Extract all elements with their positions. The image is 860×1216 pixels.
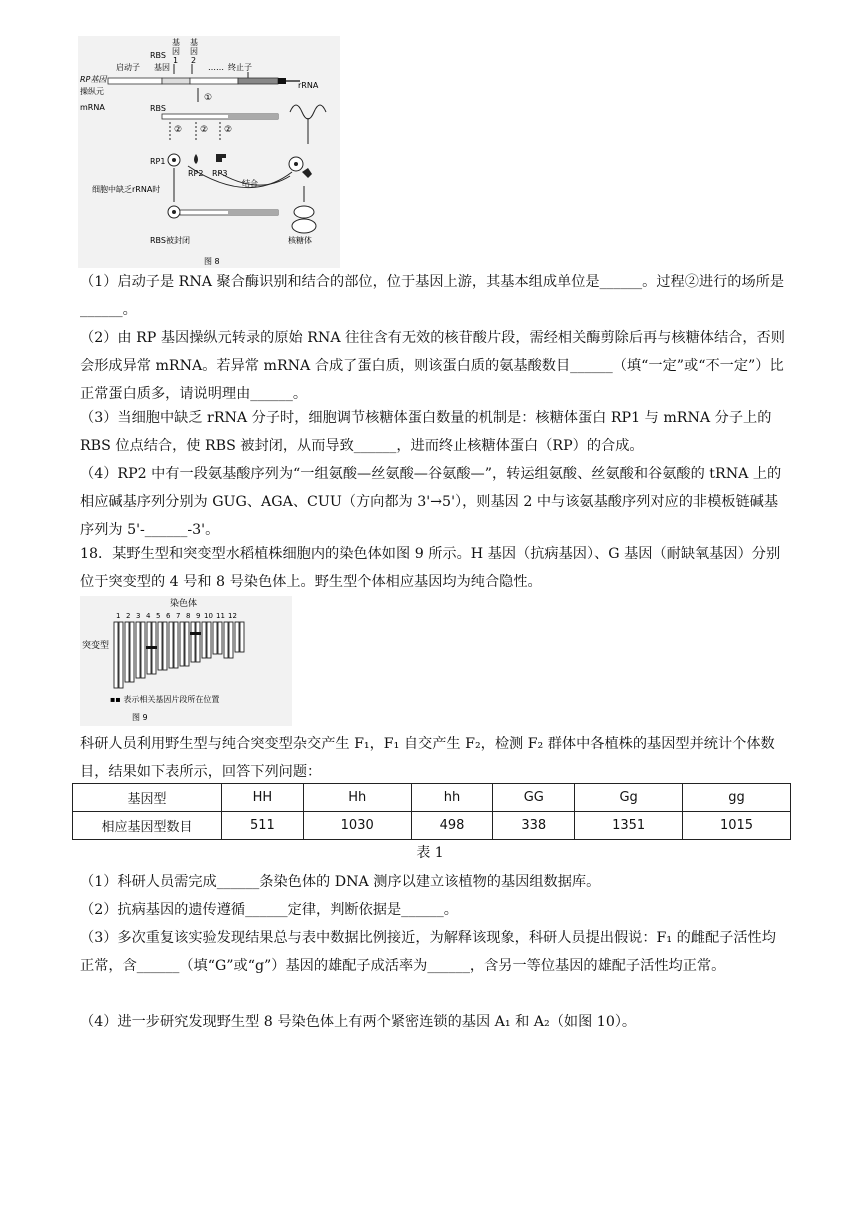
q18-part4: （4）进一步研究发现野生型 8 号染色体上有两个紧密连锁的基因 A₁ 和 A₂（如图 10）。 — [80, 1014, 637, 1030]
fig8-ribosome: 核糖体 — [288, 236, 312, 245]
fig8-rp-gene: RP基因 — [80, 75, 107, 84]
fig8-gene1-c: 1 — [173, 56, 179, 65]
fig9-title: 染色体 — [170, 599, 198, 609]
fig9-num-11: 11 — [216, 612, 225, 620]
table-genotype-hh: hh — [411, 784, 493, 812]
fig9-chr-2b — [130, 622, 134, 682]
fig8-terminator: 终止子 — [228, 63, 252, 72]
fig8-rp3: RP3 — [212, 169, 228, 178]
fig8-rbs-gene: 基因 — [154, 63, 170, 72]
fig9-note: ▪▪ 表示相关基因片段所在位置 — [110, 695, 220, 704]
fig8-step2-a: ② — [174, 125, 183, 135]
fig8-operon: 操纵元 — [80, 87, 104, 96]
fig9-num-8: 8 — [186, 612, 191, 620]
fig9-gene-mark-4 — [146, 646, 157, 649]
fig8-bind: 结合 — [242, 179, 258, 188]
fig8-dots: …… — [208, 63, 224, 72]
table-genotype-GG: GG — [493, 784, 575, 812]
fig8-step1: ① — [204, 93, 213, 103]
fig9-num-5: 5 — [156, 612, 161, 620]
fig9-chr-10a — [213, 622, 217, 654]
fig8-step2-b: ② — [200, 125, 209, 135]
q18-lead: 科研人员利用野生型与纯合突变型杂交产生 F₁，F₁ 自交产生 F₂，检测 F₂ 群体中各植株的基因型并统计个体数目，结果如下表所示，回答下列问题： — [80, 736, 775, 780]
fig8-mrna: mRNA — [80, 103, 105, 112]
fig8-gene1-a: 基 — [172, 38, 180, 47]
table-count-hh: 498 — [411, 812, 493, 840]
table-count-gg: 1015 — [683, 812, 791, 840]
table-row-counts — [73, 812, 791, 840]
q18-part1: （1）科研人员需完成______条染色体的 DNA 测序以建立该植物的基因组数据库。 — [80, 874, 601, 890]
fig8-step2-c: ② — [224, 125, 233, 135]
fig9-num-10: 10 — [204, 612, 213, 620]
fig9-chr-2a — [125, 622, 129, 682]
fig9-gene-mark-8 — [190, 632, 201, 635]
q18-part2: （2）抗病基因的遗传遵循______定律，判断依据是______。 — [80, 902, 458, 918]
fig9-chr-6a — [169, 622, 173, 668]
fig9-chr-12a — [235, 622, 239, 652]
table-genotype-HH: HH — [222, 784, 304, 812]
fig8-gene2-c: 2 — [191, 56, 197, 65]
fig9-chr-8a — [191, 622, 195, 662]
fig9-chr-11a — [224, 622, 228, 658]
fig9-chr-11b — [229, 622, 233, 658]
fig9-num-9: 9 — [196, 612, 201, 620]
fig9-num-3: 3 — [136, 612, 141, 620]
q17-part2: （2）由 RP 基因操纵元转录的原始 RNA 往往含有无效的核苷酸片段，需经相关酶剪除后再与核糖体结合，否则会形成异常 mRNA。若异常 mRNA 合成了蛋白质，则该蛋白质的氨基酸数目______（填“一定”或“不一定”）比正常蛋白质多，请说明理由______。 — [80, 330, 785, 402]
table-count-Hh: 1030 — [303, 812, 411, 840]
table-count-Gg: 1351 — [575, 812, 683, 840]
fig9-num-6: 6 — [166, 612, 171, 620]
fig9-num-4: 4 — [146, 612, 151, 620]
figure-8-diagram — [78, 36, 340, 268]
table-genotype-Hh: Hh — [303, 784, 411, 812]
fig9-caption: 图 9 — [132, 713, 148, 722]
fig9-chr-7a — [180, 622, 184, 666]
fig9-chr-6b — [174, 622, 178, 668]
fig9-chr-7b — [185, 622, 189, 666]
fig9-chr-3a — [136, 622, 140, 678]
fig8-rp1: RP1 — [150, 157, 166, 166]
fig9-chr-3b — [141, 622, 145, 678]
table-genotype-gg: gg — [683, 784, 791, 812]
fig9-chr-1a — [114, 622, 118, 688]
fig9-chr-10b — [218, 622, 222, 654]
fig9-chr-8b — [196, 622, 200, 662]
q17-part1: （1）启动子是 RNA 聚合酶识别和结合的部位，位于基因上游，其基本组成单位是______。过程②进行的场所是______。 — [80, 274, 785, 318]
fig9-chr-5b — [163, 622, 167, 670]
fig8-promoter: 启动子 — [116, 63, 140, 72]
fig8-gene2-a: 基 — [190, 38, 198, 47]
fig8-rrna: rRNA — [298, 81, 319, 90]
q17-part3: （3）当细胞中缺乏 rRNA 分子时，细胞调节核糖体蛋白数量的机制是：核糖体蛋白 RP1 与 mRNA 分子上的 RBS 位点结合，使 RBS 被封闭，从而导致______，进而终止核糖体蛋白（RP）的合成。 — [80, 410, 772, 454]
figure-9-diagram — [80, 596, 292, 726]
fig9-num-1: 1 — [116, 612, 121, 620]
table-genotype-Gg: Gg — [575, 784, 683, 812]
fig8-rbs-top: RBS — [150, 51, 166, 60]
fig8-gene2-b: 因 — [190, 47, 198, 56]
fig9-chr-1b — [119, 622, 123, 688]
q17-part4: （4）RP2 中有一段氨基酸序列为“一组氨酸—丝氨酸—谷氨酸—”，转运组氨酸、丝氨酸和谷氨酸的 tRNA 上的相应碱基序列分别为 GUG、AGA、CUU（方向都为 3'→5'），则基因 2 中与该氨基酸序列对应的非模板链碱基序列为 5'-______-3'。 — [80, 466, 782, 538]
table-header-label: 基因型 — [73, 784, 222, 812]
fig9-chr-5a — [158, 622, 162, 670]
fig9-num-2: 2 — [126, 612, 131, 620]
genotype-table — [72, 783, 791, 840]
table-row-header — [73, 784, 791, 812]
fig8-gene1-b: 因 — [172, 47, 180, 56]
fig8-caption: 图 8 — [204, 257, 220, 266]
q18-part3: （3）多次重复该实验发现结果总与表中数据比例接近，为解释该现象，科研人员提出假说：F₁ 的雌配子活性均正常，含______（填“G”或“g”）基因的雄配子成活率为______，含另一等位基因的雄配子活性均正常。 — [80, 930, 776, 974]
fig8-rbs-mid: RBS — [150, 104, 166, 113]
fig9-num-12: 12 — [228, 612, 237, 620]
fig8-lack-note: 细胞中缺乏rRNA时 — [92, 185, 161, 194]
fig8-rp2: RP2 — [188, 169, 204, 178]
fig9-chr-9a — [202, 622, 206, 658]
table-caption: 表 1 — [416, 845, 444, 861]
fig9-chr-9b — [207, 622, 211, 658]
table-count-HH: 511 — [222, 812, 304, 840]
fig8-rbs-closed: RBS被封闭 — [150, 236, 190, 245]
fig9-chr-12b — [240, 622, 244, 652]
table-row-label: 相应基因型数目 — [73, 812, 222, 840]
fig9-num-7: 7 — [176, 612, 181, 620]
fig9-side-label: 突变型 — [82, 641, 110, 651]
table-count-GG: 338 — [493, 812, 575, 840]
q18-intro: 18．某野生型和突变型水稻植株细胞内的染色体如图 9 所示。H 基因（抗病基因）、G 基因（耐缺氧基因）分别位于突变型的 4 号和 8 号染色体上。野生型个体相应基因均为纯合隐性。 — [80, 546, 781, 590]
